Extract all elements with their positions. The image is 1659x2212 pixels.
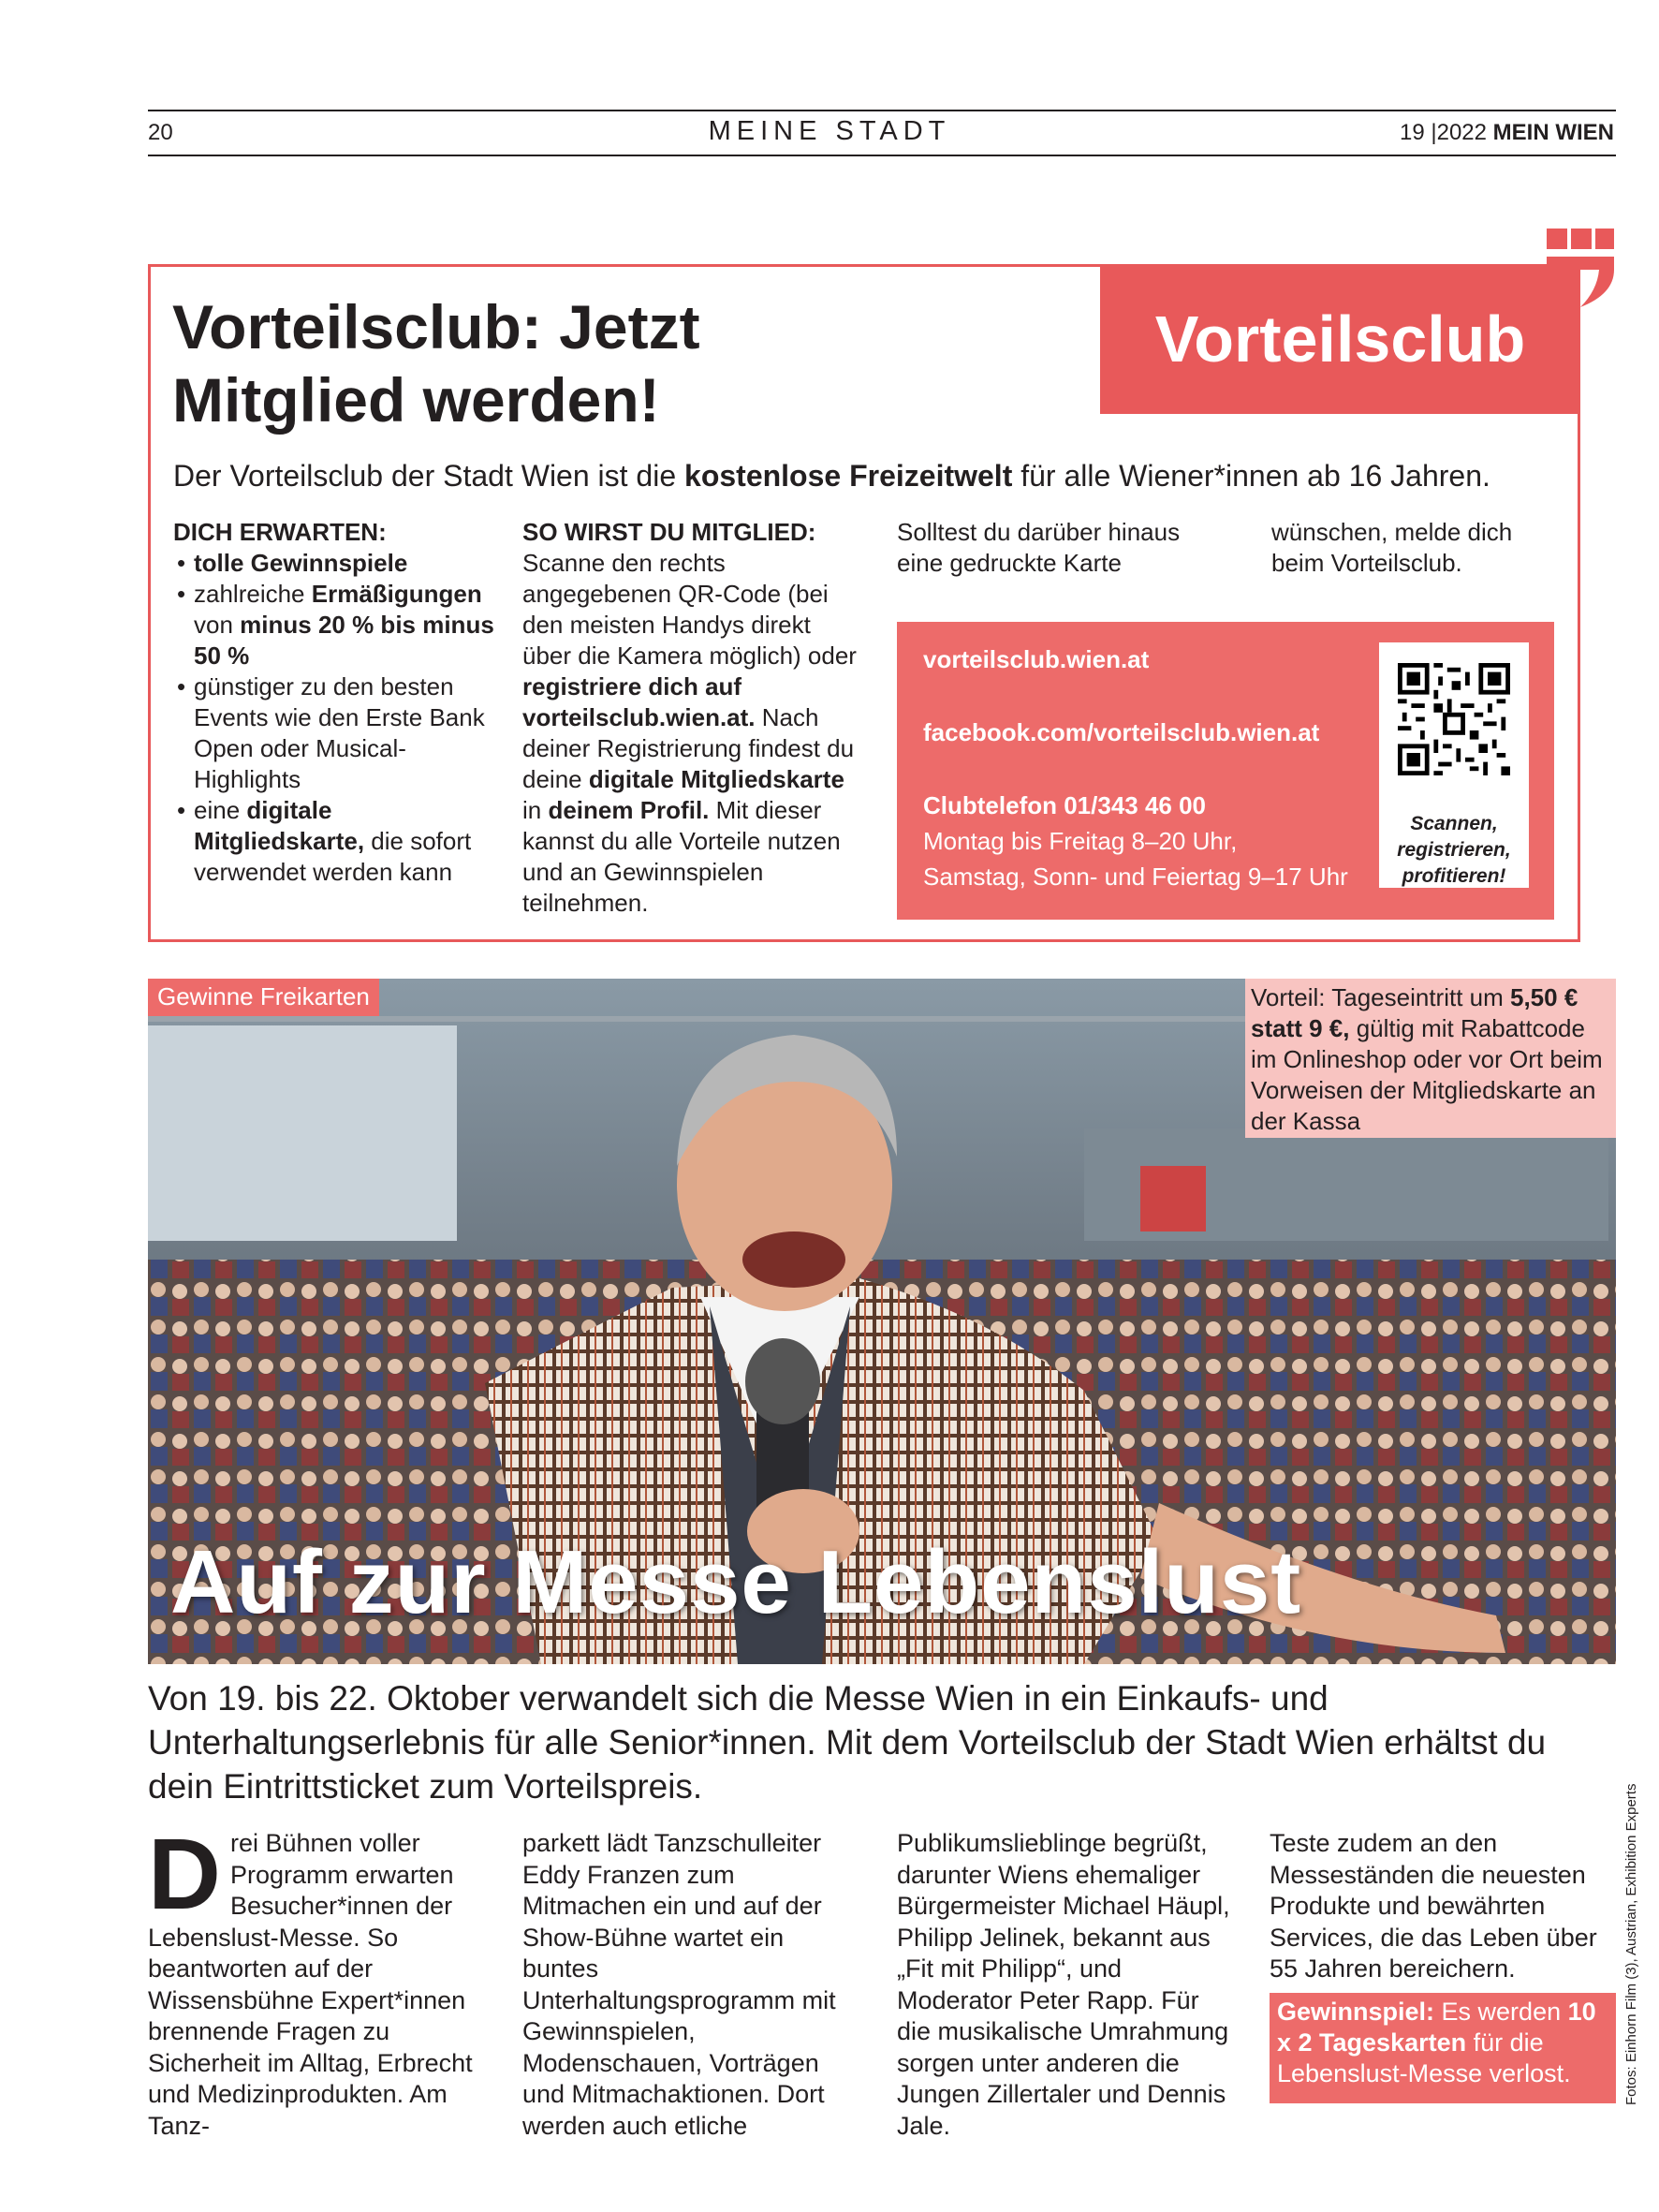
qr-code-icon[interactable] (1398, 663, 1510, 775)
club-col-benefits (173, 517, 501, 888)
membership-text (522, 548, 859, 919)
club-phone: Clubtelefon 01/343 46 00 (923, 791, 1207, 819)
membership-text-a: Scanne den rechts angegebenen QR-Code (bei den meisten Handys direkt über die Kamera möglich) oder (522, 549, 857, 670)
wien-logo-icon (1547, 229, 1614, 307)
club-title (172, 290, 700, 436)
advantage-text-c: gültig mit Rabattcode im Onlineshop oder vor Ort beim Vorweisen der Mitgliedskarte an der Kassa (1251, 1014, 1603, 1135)
body-column-4: Teste zudem an den Messeständen die neuesten Produkte und bewährten Services, die das Leben über 55 Jahren bereichern. (1270, 1829, 1597, 1983)
body-column-2: parkett lädt Tanzschulleiter Eddy Franzen zum Mitmachen ein und auf der Show-Bühne wartet ein buntes Unterhaltungsprogramm mit Gewinnspielen, Modenschauen, Vorträgen und Mitmachaktionen. Dort werden auch etliche (522, 1829, 836, 2140)
body-column-1 (148, 1817, 485, 2142)
qr-code-card[interactable] (1379, 642, 1529, 888)
membership-text-g: Mit dieser kannst du alle Vorteile nutzen und an Gewinnspielen teilnehmen. (522, 796, 841, 917)
benefit-item-4c: die sofort verwendet werden kann (194, 827, 472, 886)
benefit-item-2b: Ermäßigungen (311, 580, 482, 608)
contact-box (897, 622, 1554, 920)
club-intro-b: kostenlose Freizeitwelt (684, 459, 1013, 493)
benefit-item (173, 548, 501, 579)
membership-text-c: Nach deiner Registrierung findest du deine (522, 703, 855, 793)
club-badge: Vorteilsclub (1100, 264, 1580, 414)
contest-text-d: für die Lebenslust-Messe verlost. (1277, 2028, 1571, 2087)
club-col-print-card: Solltest du darüber hinaus eine gedruckte Karte (897, 518, 1181, 577)
membership-text-f: deinem Profil. (548, 796, 710, 824)
facebook-link[interactable]: facebook.com/vorteilsclub.wien.at (923, 718, 1320, 746)
club-intro-c: für alle Wiener*innen ab 16 Jahren. (1012, 459, 1490, 493)
benefits-heading: DICH ERWARTEN: (173, 518, 387, 546)
opening-hours-weekdays: Montag bis Freitag 8–20 Uhr, (923, 827, 1238, 855)
section-title: MEINE STADT (708, 116, 951, 146)
opening-hours-weekend: Samstag, Sonn- und Feiertag 9–17 Uhr (923, 863, 1348, 891)
header-rule-bottom (148, 155, 1616, 156)
header-rule-top (148, 110, 1616, 111)
contest-box (1270, 1993, 1616, 2103)
contest-text-b: Es werden (1434, 1998, 1568, 2026)
club-intro-a: Der Vorteilsclub der Stadt Wien ist die (173, 459, 685, 493)
benefit-item-4b: digitale Mitgliedskarte, (194, 796, 365, 855)
website-link[interactable]: vorteilsclub.wien.at (923, 645, 1150, 673)
benefit-item-2d: minus 20 % bis minus 50 % (194, 611, 494, 670)
win-tickets-tag: Gewinne Freikarten (148, 979, 379, 1016)
contest-prize: 10 x 2 Tageskarten (1277, 1998, 1596, 2057)
body-column-3: Publikumslieblinge begrüßt, darunter Wiens ehemaliger Bürgermeister Michael Häupl, Philipp Jelinek, bekannt aus „Fit mit Philipp“, und Moderator Peter Rapp. Für die musikalische Umrahmung sorgen unter anderen die Jungen Zillertaler und Dennis Jale. (897, 1829, 1230, 2140)
benefit-item-4a: eine (194, 796, 247, 824)
club-title-line1: Vorteilsclub: Jetzt (172, 292, 700, 361)
qr-caption: Scannen, registrieren, profitieren! (1397, 813, 1511, 887)
club-col-membership (522, 517, 859, 919)
benefit-item-3: günstiger zu den besten Events wie den Erste Bank Open oder Musical-Highlights (194, 672, 485, 793)
advantage-box (1245, 979, 1616, 1138)
membership-text-e: in (522, 796, 549, 824)
club-intro (173, 459, 1490, 494)
photo-credit: Fotos: Einhorn Film (3), Austrian, Exhibition Experts (1623, 1783, 1639, 2105)
benefit-item (173, 579, 501, 671)
benefit-item-2c: von (194, 611, 241, 639)
contest-label: Gewinnspiel: (1277, 1998, 1435, 2026)
club-title-line2: Mitglied werden! (172, 365, 660, 435)
page-number: 20 (148, 120, 173, 145)
article-headline: Auf zur Messe Lebenslust (170, 1532, 1302, 1632)
article-lead: Von 19. bis 22. Oktober verwandelt sich die Messe Wien in ein Einkaufs- und Unterhaltungserlebnis für alle Senior*innen. Mit dem Vorteilsclub der Stadt Wien erhältst du dein Eintrittsticket zum Vorteilspreis. (148, 1679, 1547, 1806)
issue-year: |2022 (1431, 120, 1487, 145)
benefit-item (173, 795, 501, 888)
issue-number: 19 (1400, 120, 1425, 145)
benefit-item-1: tolle Gewinnspiele (194, 549, 408, 577)
benefit-item (173, 671, 501, 795)
membership-heading: SO WIRST DU MITGLIED: (522, 518, 816, 546)
membership-text-d: digitale Mitgliedskarte (588, 765, 844, 793)
club-col-print-card-cont: wünschen, melde dich beim Vorteilsclub. (1271, 518, 1513, 577)
dropcap: D (148, 1817, 221, 1930)
advantage-price: 5,50 € statt 9 €, (1251, 983, 1578, 1042)
advantage-text-a: Vorteil: Tageseintritt um (1251, 983, 1510, 1011)
benefit-item-2a: zahlreiche (194, 580, 312, 608)
body-text-1: rei Bühnen voller Programm erwarten Besucher*innen der Lebenslust-Messe. So beantworten auf der Wissensbühne Expert*innen brennende Fragen zu Sicherheit im Alltag, Erbrecht und Medizinprodukten. Am Tanz- (148, 1829, 473, 2140)
publication-name: MEIN WIEN (1492, 120, 1614, 145)
issue-info (1400, 120, 1614, 146)
membership-text-b: registriere dich auf vorteilsclub.wien.at. (522, 672, 756, 731)
